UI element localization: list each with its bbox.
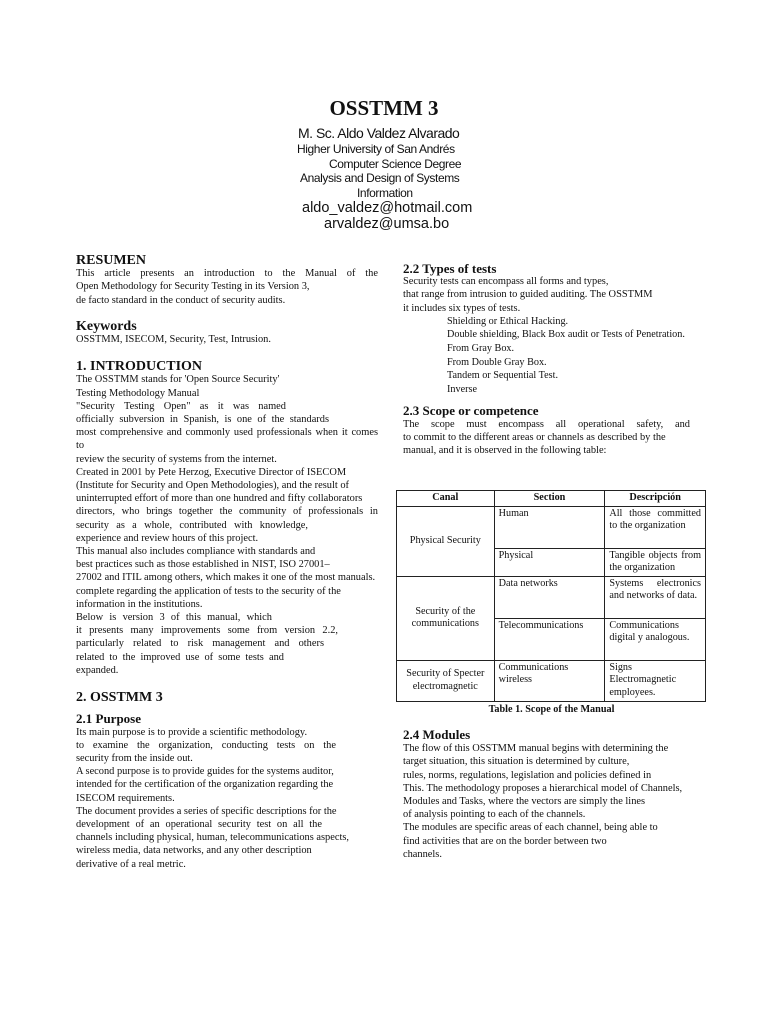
list-item: Shielding or Ethical Hacking.: [447, 315, 569, 327]
scope-table: [396, 490, 706, 702]
intro-line: related to the improved use of some tests and: [76, 651, 284, 663]
intro-line: This manual also includes compliance with standards and: [76, 546, 316, 558]
list-item: Double shielding, Black Box audit or Tests of Penetration.: [447, 329, 685, 341]
keywords-heading: Keywords: [76, 318, 137, 334]
list-item: Inverse: [447, 383, 477, 395]
intro-line: complete regarding the application of tests to the security of the: [76, 585, 341, 597]
paper-title: OSSTMM 3: [329, 96, 439, 120]
types-line: that range from intrusion to guided auditing. The OSSTMM: [403, 289, 653, 301]
affiliation-line: Information: [357, 186, 413, 200]
modules-section: [403, 728, 690, 861]
section-cell: Physical: [494, 548, 605, 576]
resumen-line: This article presents an introduction to the Manual of the: [76, 268, 378, 280]
modules-line: Modules and Tasks, where the vectors are simply the lines: [403, 796, 646, 808]
table-row: [397, 506, 706, 548]
table-row: [397, 660, 706, 701]
modules-line: The flow of this OSSTMM manual begins with determining the: [403, 743, 669, 755]
types-heading: 2.2 Types of tests: [403, 261, 497, 276]
purpose-line: security from the inside out.: [76, 752, 193, 764]
intro-line: officially subversion in Spanish, is one of the standards: [76, 414, 329, 426]
intro-line: expanded.: [76, 664, 119, 676]
author-name: M. Sc. Aldo Valdez Alvarado: [298, 125, 460, 141]
table-caption: Table 1. Scope of the Manual: [488, 703, 615, 715]
purpose-line: A second purpose is to provide guides for the systems auditor,: [76, 766, 334, 778]
modules-line: target situation, this situation is determined by culture,: [403, 756, 630, 768]
intro-line: The OSSTMM stands for 'Open Source Security': [76, 374, 280, 386]
scope-table-wrap: [396, 490, 707, 715]
modules-line: of analysis pointing to each of the channels.: [403, 809, 586, 821]
author-email: aldo_valdez@hotmail.com: [302, 200, 473, 216]
types-line: it includes six types of tests.: [403, 302, 521, 314]
table-row: [397, 576, 706, 618]
section-cell: Data networks: [494, 576, 605, 618]
affiliation-line: Analysis and Design of Systems: [300, 171, 460, 185]
list-item: Tandem or Sequential Test.: [447, 370, 558, 382]
section-cell: Telecommunications: [494, 618, 605, 660]
canal-cell: Security of the communications: [397, 576, 495, 660]
scope-line: manual, and it is observed in the following table:: [403, 444, 607, 456]
intro-line: experience and review hours of this project.: [76, 532, 259, 544]
canal-cell: Security of Specter electromagnetic: [397, 660, 495, 701]
intro-line: most comprehensive and commonly used professionals when it comes to: [76, 427, 378, 452]
description-cell: Signs Electromagnetic employees.: [605, 660, 706, 701]
intro-line: (Institute for Security and Open Methodologies), and the result of: [76, 480, 349, 492]
intro-line: best practices such as those established in NIST, ISO 27001–: [76, 559, 330, 571]
description-cell: Tangible objects from the organization: [605, 548, 706, 576]
intro-line: information in the institutions.: [76, 598, 203, 610]
purpose-line: intended for the certification of the organization regarding the: [76, 779, 334, 791]
left-column: [76, 254, 378, 871]
modules-line: This. The methodology proposes a hierarchical model of Channels,: [403, 782, 683, 794]
purpose-line: wireless media, data networks, and any other description: [76, 845, 312, 857]
resumen-line: de facto standard in the conduct of security audits.: [76, 294, 286, 306]
intro-line: Testing Methodology Manual: [76, 387, 200, 399]
modules-line: channels.: [403, 848, 442, 860]
affiliation-line: Computer Science Degree: [329, 157, 462, 171]
scope-heading: 2.3 Scope or competence: [403, 403, 539, 419]
canal-cell: Physical Security: [397, 506, 495, 576]
purpose-line: The document provides a series of specific descriptions for the: [76, 805, 337, 817]
table-header-row: [397, 491, 706, 507]
purpose-line: derivative of a real metric.: [76, 858, 186, 870]
purpose-line: to examine the organization, conducting tests on the: [76, 739, 336, 751]
resumen-line: Open Methodology for Security Testing in its Version 3,: [76, 281, 310, 293]
affiliation-line: Higher University of San Andrés: [297, 142, 455, 156]
purpose-line: channels including physical, human, telecommunications aspects,: [76, 832, 349, 844]
description-cell: Systems electronics and networks of data.: [605, 576, 706, 618]
intro-line: 27002 and ITIL among others, which makes it one of the most manuals.: [76, 572, 376, 584]
resumen-heading: RESUMEN: [76, 253, 147, 268]
modules-heading: 2.4 Modules: [403, 727, 471, 742]
column-header: Section: [494, 491, 605, 507]
intro-line: particularly related to risk management and others: [76, 638, 324, 650]
list-item: From Gray Box.: [447, 343, 515, 354]
intro-line: uninterrupted effort of more than one hundred and fifty collaborators: [76, 493, 363, 505]
scope-line: to commit to the different areas or channels as described by the: [403, 431, 666, 443]
author-email: arvaldez@umsa.bo: [324, 216, 450, 232]
intro-line: it presents many improvements some from version 2.2,: [76, 625, 338, 637]
intro-line: "Security Testing Open" as it was named: [76, 400, 286, 412]
purpose-heading: 2.1 Purpose: [76, 711, 141, 727]
right-column: [403, 262, 690, 457]
test-types-list: [403, 315, 690, 397]
section-cell: Communications wireless: [494, 660, 605, 701]
column-header: Descripción: [605, 491, 706, 507]
intro-line: directors, who brings together the community of professionals in: [76, 506, 378, 518]
osstmm3-heading: 2. OSSTMM 3: [76, 690, 163, 706]
purpose-line: development of an operational security test on all the: [76, 818, 322, 830]
section-cell: Human: [494, 506, 605, 548]
purpose-line: ISECOM requirements.: [76, 792, 175, 804]
intro-line: Created in 2001 by Pete Herzog, Executive Director of ISECOM: [76, 466, 347, 478]
introduction-heading: 1. INTRODUCTION: [76, 359, 203, 375]
intro-line: review the security of systems from the internet.: [76, 453, 277, 465]
description-cell: All those committed to the organization: [605, 506, 706, 548]
modules-line: find activities that are on the border between two: [403, 835, 607, 847]
description-cell: Communications digital y analogous.: [605, 618, 706, 660]
modules-line: The modules are specific areas of each channel, being able to: [403, 822, 658, 834]
keywords-text: OSSTMM, ISECOM, Security, Test, Intrusion.: [76, 334, 271, 346]
intro-line: security as a whole, contributed with knowledge,: [76, 519, 308, 531]
types-line: Security tests can encompass all forms and types,: [403, 276, 609, 288]
intro-line: Below is version 3 of this manual, which: [76, 612, 272, 624]
purpose-line: Its main purpose is to provide a scientific methodology.: [76, 726, 308, 738]
column-header: Canal: [397, 491, 495, 507]
modules-line: rules, norms, regulations, legislation and policies defined in: [403, 769, 652, 781]
list-item: From Double Gray Box.: [447, 356, 547, 368]
scope-line: The scope must encompass all operational safety, and: [403, 418, 690, 430]
